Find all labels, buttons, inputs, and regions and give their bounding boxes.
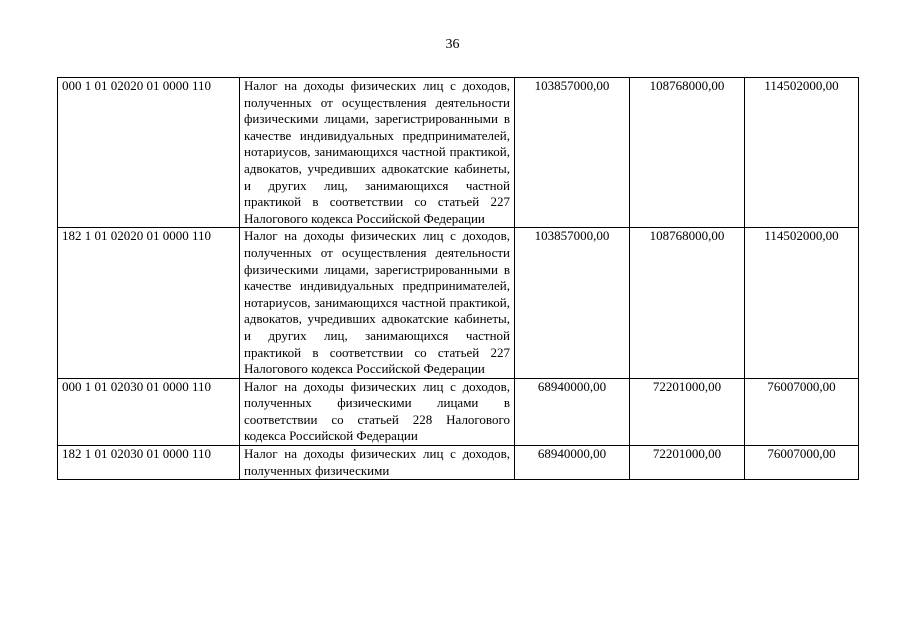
- amount-cell-2: 108768000,00: [630, 78, 745, 228]
- amount-cell-3: 114502000,00: [745, 228, 859, 378]
- description-cell: Налог на доходы физических лиц с доходов, полученных от осуществления деятельности физическими лицами, зарегистрированными в качестве индивидуальных предпринимателей, нотариусов, занимающихся частной практикой, адвокатов, учредивших адвокатские кабинеты, и других лиц, занимающихся частной практикой в соответствии со статьей 227 Налогового кодекса Российской Федерации: [240, 228, 515, 378]
- table-row: [58, 378, 859, 445]
- amount-cell-1: 103857000,00: [515, 228, 630, 378]
- budget-code-cell: 182 1 01 02030 01 0000 110: [58, 446, 240, 480]
- table-row: [58, 228, 859, 378]
- page-number: 36: [445, 37, 460, 52]
- amount-cell-3: 76007000,00: [745, 446, 859, 480]
- amount-cell-1: 103857000,00: [515, 78, 630, 228]
- budget-code-cell: 182 1 01 02020 01 0000 110: [58, 228, 240, 378]
- description-cell: Налог на доходы физических лиц с доходов, полученных физическими лицами в соответствии со статьей 228 Налогового кодекса Российской Федерации: [240, 378, 515, 445]
- amount-cell-3: 114502000,00: [745, 78, 859, 228]
- amount-cell-1: 68940000,00: [515, 446, 630, 480]
- description-cell: Налог на доходы физических лиц с доходов, полученных от осуществления деятельности физическими лицами, зарегистрированными в качестве индивидуальных предпринимателей, нотариусов, занимающихся частной практикой, адвокатов, учредивших адвокатские кабинеты, и других лиц, занимающихся частной практикой в соответствии со статьей 227 Налогового кодекса Российской Федерации: [240, 78, 515, 228]
- amount-cell-2: 72201000,00: [630, 446, 745, 480]
- amount-cell-3: 76007000,00: [745, 378, 859, 445]
- amount-cell-1: 68940000,00: [515, 378, 630, 445]
- table-row: [58, 78, 859, 228]
- amount-cell-2: 72201000,00: [630, 378, 745, 445]
- budget-code-cell: 000 1 01 02030 01 0000 110: [58, 378, 240, 445]
- revenue-table: [57, 77, 859, 480]
- description-cell: Налог на доходы физических лиц с доходов, полученных физическими: [240, 446, 515, 480]
- table-row: [58, 446, 859, 480]
- amount-cell-2: 108768000,00: [630, 228, 745, 378]
- budget-code-cell: 000 1 01 02020 01 0000 110: [58, 78, 240, 228]
